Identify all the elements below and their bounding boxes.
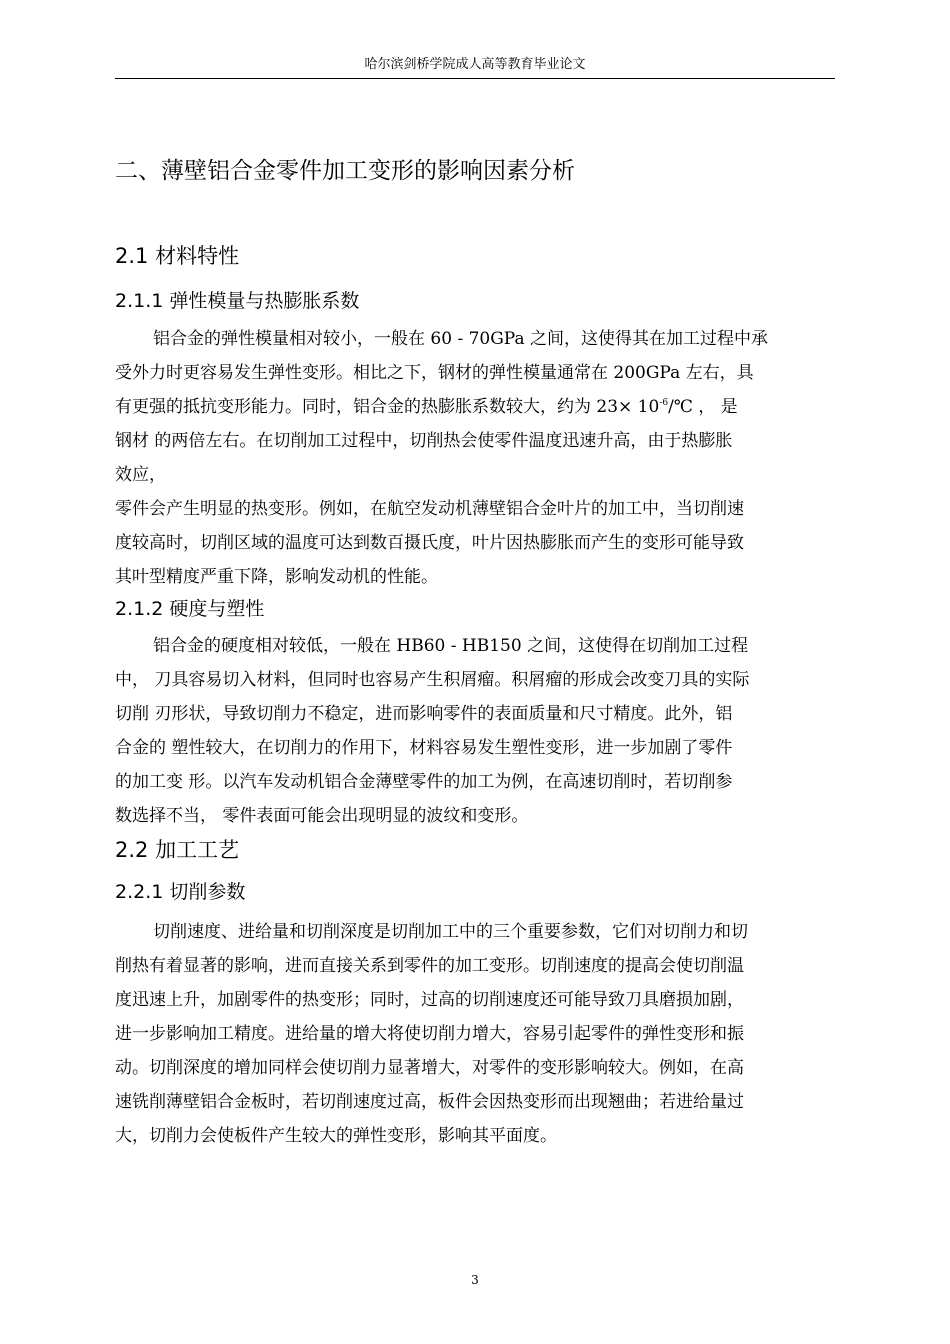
- paragraph-line: 大，切削力会使板件产生较大的弹性变形，影响其平面度。: [115, 1126, 557, 1146]
- paragraph-line: [115, 390, 839, 424]
- paragraph-line: 动。切削深度的增加同样会使切削力显著增大，对零件的变形影响较大。例如，在高: [115, 1058, 744, 1078]
- paragraph-line: 其叶型精度严重下降，影响发动机的性能。: [115, 567, 438, 587]
- line-text-tail: /℃ ， 是: [668, 397, 738, 417]
- paragraph-line: 受外力时更容易发生弹性变形。相比之下，钢材的弹性模量通常在 200GPa 左右，具: [115, 363, 754, 383]
- paragraph-2-1-1: [115, 322, 839, 594]
- paragraph-line: 合金的 塑性较大，在切削力的作用下，材料容易发生塑性变形，进一步加剧了零件: [115, 738, 733, 758]
- subsection-2-1-2-title: 2.1.2 硬度与塑性: [115, 598, 265, 620]
- paragraph-line: 钢材 的两倍左右。在切削加工过程中，切削热会使零件温度迅速升高，由于热膨胀: [115, 431, 733, 451]
- paragraph-line: 中， 刀具容易切入材料，但同时也容易产生积屑瘤。积屑瘤的形成会改变刀具的实际: [115, 670, 750, 690]
- paragraph-line: 铝合金的弹性模量相对较小，一般在 60 - 70GPa 之间，这使得其在加工过程中承: [153, 329, 769, 349]
- paragraph-line: 速铣削薄壁铝合金板时，若切削速度过高，板件会因热变形而出现翘曲；若进给量过: [115, 1092, 744, 1112]
- page-header: [115, 58, 835, 79]
- paragraph-line: 削热有着显著的影响，进而直接关系到零件的加工变形。切削速度的提高会使切削温: [115, 956, 744, 976]
- page-number: 3: [471, 1273, 479, 1287]
- paragraph-line: 零件会产生明显的热变形。例如，在航空发动机薄壁铝合金叶片的加工中，当切削速: [115, 499, 744, 519]
- paragraph-line: 切削速度、进给量和切削深度是切削加工中的三个重要参数，它们对切削力和切: [153, 922, 748, 942]
- header-title: 哈尔滨剑桥学院成人高等教育毕业论文: [364, 57, 586, 72]
- section-2-2-title: 2.2 加工工艺: [115, 838, 240, 862]
- chapter-title: 二、薄壁铝合金零件加工变形的影响因素分析: [115, 158, 575, 184]
- subsection-2-2-1-title: 2.2.1 切削参数: [115, 881, 246, 903]
- paragraph-2-2-1: [115, 915, 839, 1153]
- paragraph-line: 铝合金的硬度相对较低，一般在 HB60 - HB150 之间，这使得在切削加工过程: [153, 636, 749, 656]
- subsection-2-1-1-title: 2.1.1 弹性模量与热膨胀系数: [115, 290, 360, 312]
- paragraph-line: 切削 刃形状，导致切削力不稳定，进而影响零件的表面质量和尺寸精度。此外，铝: [115, 704, 733, 724]
- paragraph-line: 效应，: [115, 465, 166, 485]
- paragraph-2-1-2: [115, 629, 839, 833]
- exponent: -6: [659, 398, 669, 408]
- line-text: 有更强的抵抗变形能力。同时，铝合金的热膨胀系数较大，约为 23× 10: [115, 397, 660, 417]
- section-2-1-title: 2.1 材料特性: [115, 244, 240, 268]
- paragraph-line: 进一步影响加工精度。进给量的增大将使切削力增大，容易引起零件的弹性变形和振: [115, 1024, 744, 1044]
- paragraph-line: 度迅速上升，加剧零件的热变形；同时，过高的切削速度还可能导致刀具磨损加剧，: [115, 990, 744, 1010]
- paragraph-line: 数选择不当， 零件表面可能会出现明显的波纹和变形。: [115, 806, 529, 826]
- paragraph-line: 度较高时，切削区域的温度可达到数百摄氏度，叶片因热膨胀而产生的变形可能导致: [115, 533, 744, 553]
- paragraph-line: 的加工变 形。以汽车发动机铝合金薄壁零件的加工为例，在高速切削时，若切削参: [115, 772, 733, 792]
